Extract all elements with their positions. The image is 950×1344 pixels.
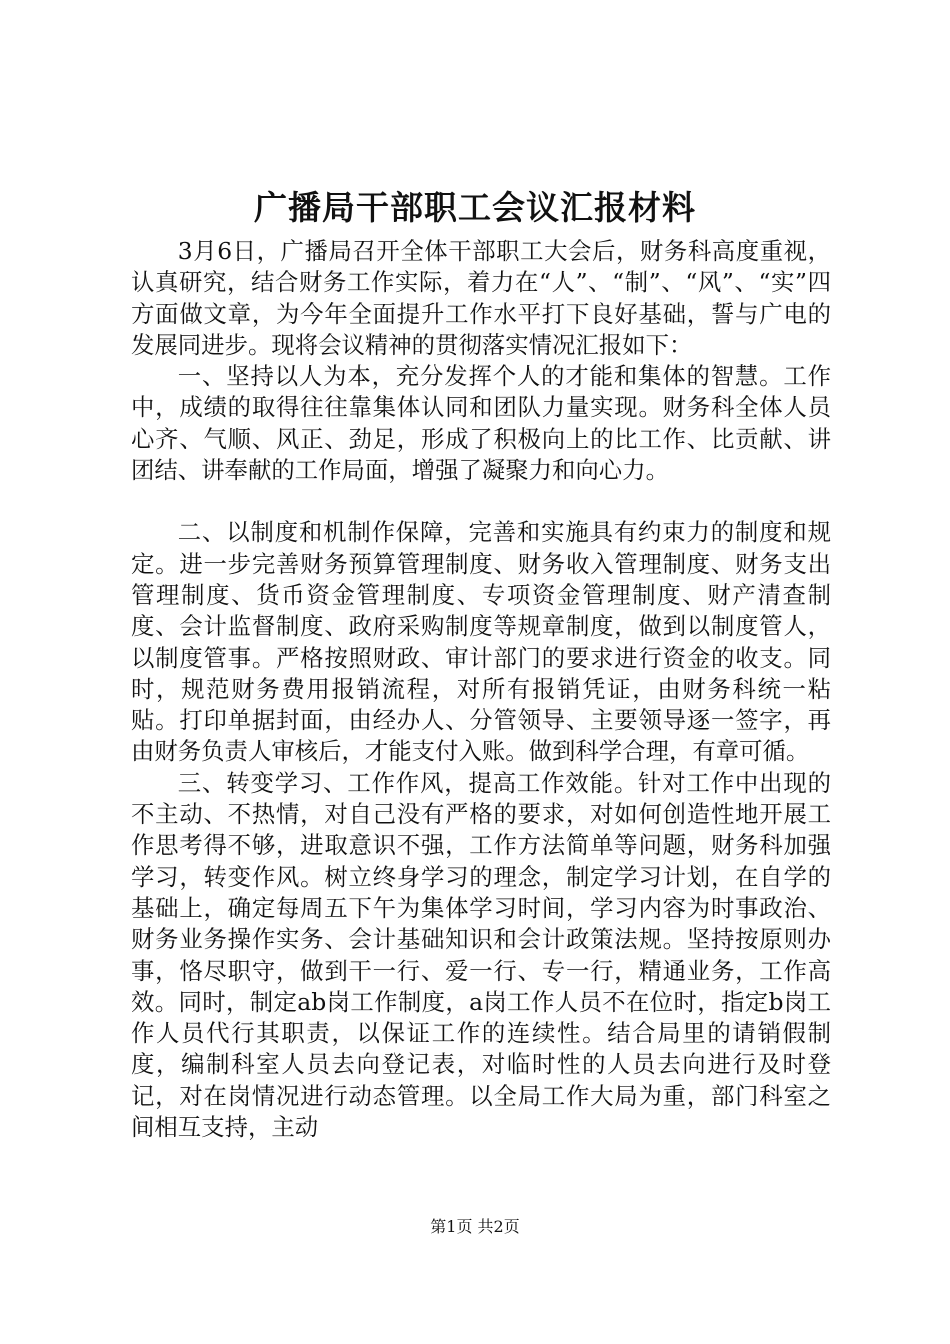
page-footer: 第1页 共2页 xyxy=(430,1217,520,1236)
document-body xyxy=(131,236,831,1143)
paragraph-section-1: 一、坚持以人为本，充分发挥个人的才能和集体的智慧。工作中，成绩的取得往往靠集体认同和团队力量实现。财务科全体人员心齐、气顺、风正、劲足，形成了积极向上的比工作、比贡献、讲团结、讲奉献的工作局面，增强了凝聚力和向心力。 xyxy=(131,362,831,485)
paragraph-section-2: 二、以制度和机制作保障，完善和实施具有约束力的制度和规定。进一步完善财务预算管理制度、财务收入管理制度、财务支出管理制度、货币资金管理制度、专项资金管理制度、财产清查制度、会计监督制度、政府采购制度等规章制度，做到以制度管人，以制度管事。严格按照财政、审计部门的要求进行资金的收支。同时，规范财务费用报销流程，对所有报销凭证，由财务科统一粘贴。打印单据封面，由经办人、分管领导、主要领导逐一签字，再由财务负责人审核后，才能支付入账。做到科学合理，有章可循。 xyxy=(131,518,831,766)
paragraph-intro: 3月6日，广播局召开全体干部职工大会后，财务科高度重视，认真研究，结合财务工作实际，着力在“人”、“制”、“风”、“实”四方面做文章，为今年全面提升工作水平打下良好基础，誓与广电的发展同进步。现将会议精神的贯彻落实情况汇报如下： xyxy=(131,237,831,359)
paragraph-section-3: 三、转变学习、工作作风，提高工作效能。针对工作中出现的不主动、不热情，对自己没有严格的要求，对如何创造性地开展工作思考得不够，进取意识不强，工作方法简单等问题，财务科加强学习，转变作风。树立终身学习的理念，制定学习计划，在自学的基础上，确定每周五下午为集体学习时间，学习内容为时事政治、财务业务操作实务、会计基础知识和会计政策法规。坚持按原则办事，恪尽职守，做到干一行、爱一行、专一行，精通业务，工作高效。同时，制定ab岗工作制度，a岗工作人员不在位时，指定b岗工作人员代行其职责，以保证工作的连续性。结合局里的请销假制度，编制科室人员去向登记表，对临时性的人员去向进行及时登记，对在岗情况进行动态管理。以全局工作大局为重，部门科室之间相互支持，主动 xyxy=(131,768,831,1142)
document-title: 广播局干部职工会议汇报材料 xyxy=(254,188,696,227)
